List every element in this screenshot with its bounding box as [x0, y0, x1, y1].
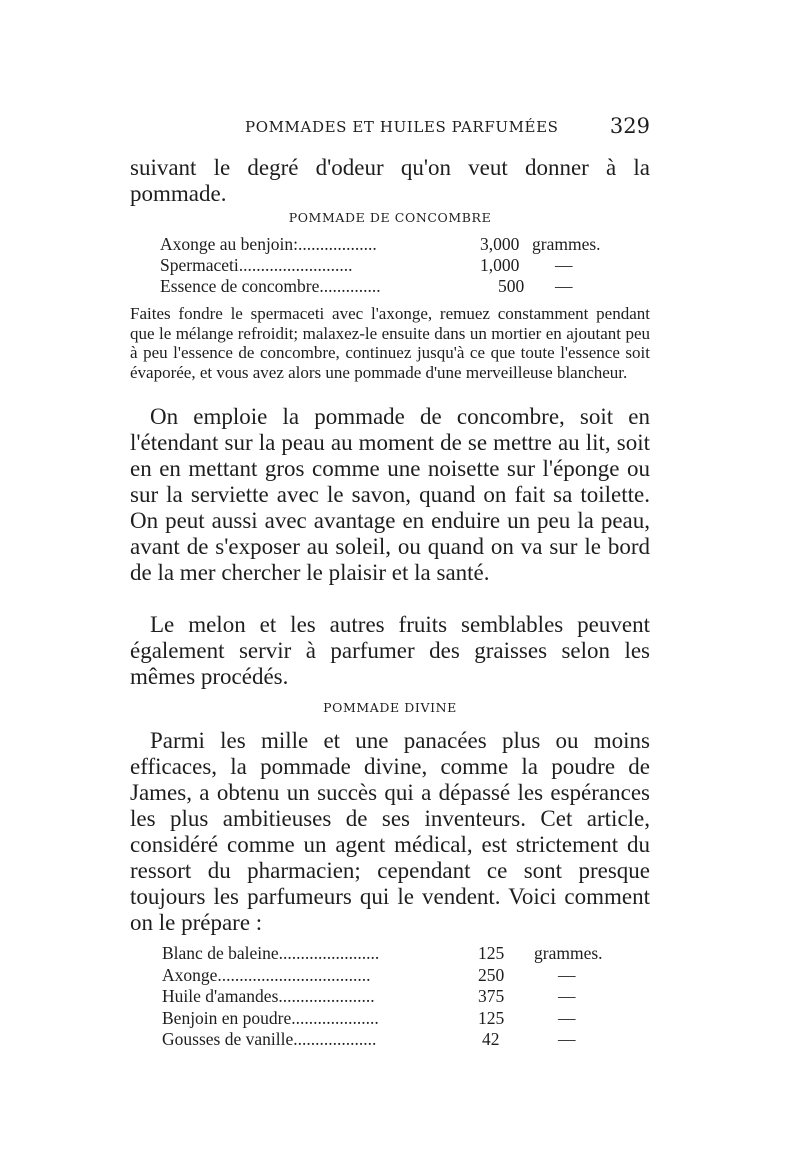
ingredient-qty: 250	[478, 964, 505, 985]
ingredient-qty: 1,000	[480, 255, 520, 275]
ingredient-qty: 500	[498, 276, 525, 296]
ingredient-unit: grammes.	[532, 234, 601, 254]
usage-paragraph	[130, 404, 650, 586]
recipe2-ingredients	[162, 943, 632, 1051]
ingredient-unit: —	[558, 986, 576, 1006]
ingredient-row	[162, 965, 632, 987]
ingredient-name: Essence de concombre..............	[160, 276, 381, 296]
page-header	[130, 114, 650, 142]
page-number: 329	[609, 114, 650, 138]
running-head: POMMADES ET HUILES PARFUMÉES	[245, 118, 559, 136]
ingredient-unit: —	[555, 255, 573, 275]
ingredient-row	[162, 986, 632, 1008]
ingredient-row	[162, 1029, 632, 1051]
recipe1-title: POMMADE DE CONCOMBRE	[288, 210, 492, 225]
ingredient-name: Spermaceti..........................	[160, 255, 353, 275]
ingredient-row	[162, 1008, 632, 1030]
melon-text: Le melon et les autres fruits semblables peuvent également servir à parfumer des graisses selon les mêmes procédés.	[130, 612, 650, 689]
ingredient-qty: 125	[478, 1007, 505, 1028]
ingredient-unit: grammes.	[534, 943, 603, 963]
ingredient-qty: 375	[478, 986, 505, 1006]
ingredient-qty: 3,000	[480, 234, 520, 254]
ingredient-unit: —	[558, 964, 576, 985]
recipe1-instructions	[130, 304, 650, 382]
ingredient-row	[162, 943, 632, 965]
ingredient-row	[160, 276, 630, 297]
ingredient-row	[160, 255, 630, 276]
ingredient-unit: —	[558, 1007, 576, 1028]
ingredient-name: Axonge...................................	[162, 964, 371, 985]
ingredient-name: Blanc de baleine.......................	[162, 943, 380, 963]
recipe2-intro-text: Parmi les mille et une panacées plus ou moins efficaces, la pommade divine, comme la poudre de James, a obtenu un succès qui a dépassé les espérances les plus ambitieuses de ses inventeurs. Cet article, considéré comme un agent médical, est strictement du ressort du pharmacien; cependant ce sont presque toujours les parfumeurs qui le vendent. Voici comment on le prépare :	[130, 728, 650, 935]
instructions-text: Faites fondre le spermaceti avec l'axonge, remuez constamment pendant que le mélange refroidit; malaxez-le ensuite dans un mortier en ajoutant peu à peu l'essence de concombre, continuez jusqu'à ce que toute l'essence soit évaporée, et vous avez alors une pommade d'une merveilleuse blancheur.	[130, 304, 650, 382]
ingredient-unit: —	[558, 1029, 576, 1049]
intro-text: suivant le degré d'odeur qu'on veut donner à la pommade.	[130, 155, 650, 206]
melon-paragraph	[130, 612, 650, 690]
ingredient-qty: 125	[478, 943, 505, 963]
intro-paragraph	[130, 155, 650, 207]
recipe2-intro-paragraph	[130, 728, 650, 936]
recipe1-ingredients	[160, 234, 630, 297]
ingredient-name: Huile d'amandes......................	[162, 986, 375, 1006]
usage-text: On emploie la pommade de concombre, soit en l'étendant sur la peau au moment de se mettre au lit, soit en en mettant gros comme une noisette sur l'éponge ou sur la serviette avec le savon, quand on fait sa toilette. On peut aussi avec avantage en enduire un peu la peau, avant de s'exposer au soleil, ou quand on va sur le bord de la mer chercher le plaisir et la santé.	[130, 404, 650, 585]
ingredient-row	[160, 234, 630, 255]
recipe2-title: POMMADE DIVINE	[323, 700, 457, 715]
ingredient-name: Axonge au benjoin:..................	[160, 234, 377, 254]
ingredient-qty: 42	[482, 1029, 500, 1049]
ingredient-name: Benjoin en poudre....................	[162, 1007, 379, 1028]
ingredient-unit: —	[555, 276, 573, 296]
ingredient-name: Gousses de vanille...................	[162, 1029, 377, 1049]
